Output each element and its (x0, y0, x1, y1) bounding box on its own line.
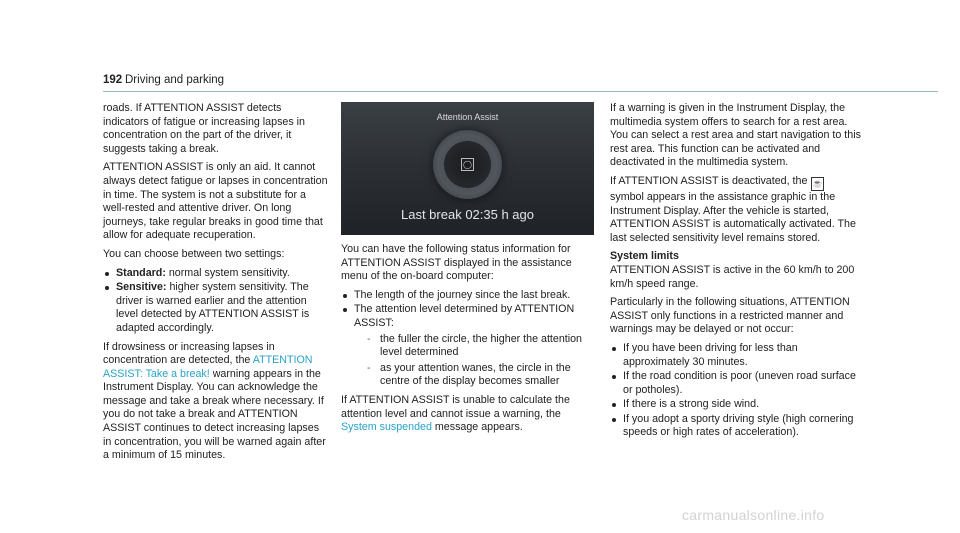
column-right (610, 102, 862, 445)
attention-level-circle (444, 141, 491, 188)
column-left (103, 102, 328, 468)
sub-list-item (367, 333, 594, 360)
paragraph: You can choose between two settings: (103, 247, 285, 260)
setting-text: normal system sensitivity. (165, 266, 290, 279)
list-item-text: The attention level determined by ATTENTION ASSIST: (354, 303, 575, 329)
paragraph: You can have the following status information for ATTENTION ASSIST displayed in the assistance menu of the on-board computer: (341, 243, 572, 283)
text-run: message appears. (431, 421, 523, 434)
attention-level-ring (433, 130, 502, 199)
list-item: If you have been driving for less than approximately 30 minutes. (610, 342, 862, 369)
paragraph (103, 341, 328, 463)
setting-text: higher system sensitivity. The driver is warned earlier and the attention level detected by ATTENTION ASSIST is adapted accordingly. (116, 281, 310, 334)
list-item: If there is a strong side wind. (610, 398, 862, 412)
list-item (103, 281, 328, 335)
list-item (341, 303, 594, 389)
list-item: The length of the journey since the last break. (341, 289, 594, 303)
sub-list-text: as your attention wanes, the circle in the centre of the display becomes smaller (380, 361, 571, 388)
settings-list (103, 267, 328, 336)
page-number: 192 (103, 74, 123, 86)
paragraph (341, 394, 594, 435)
instrument-display-image (341, 102, 594, 235)
setting-term: Standard: (116, 266, 166, 279)
sub-list-item (367, 362, 594, 389)
text-run: symbol appears in the assistance graphic in the Instrument Display. After the vehicle is started, ATTENTION ASSIST is automatically activated. The last selected sensitivity level remains stored. (610, 190, 856, 244)
text-run: warning appears in the Instrument Display. You can acknowledge the message and take a break where necessary. If you do not take a break and ATTENTION ASSIST continues to detect increasing lapses in concentration, you will be warned again after a minimum of 15 minutes. (103, 367, 326, 462)
message-system-suspended: System suspended (341, 421, 432, 434)
text-run: If ATTENTION ASSIST is deactivated, the (610, 174, 811, 187)
coffee-cup-icon: ☕ (811, 177, 824, 191)
last-break-status: Last break 02:35 h ago (401, 207, 534, 222)
dash-marker: - (367, 361, 371, 374)
steering-wheel-icon: ◯ (461, 158, 474, 171)
section-heading-system-limits: System limits (610, 250, 679, 263)
header-divider (103, 91, 938, 92)
sub-list-text: the fuller the circle, the higher the attention level determined (380, 332, 582, 359)
dash-marker: - (367, 332, 371, 345)
paragraph: roads. If ATTENTION ASSIST detects indicators of fatigue or increasing lapses in concentration on the part of the driver, it suggests taking a break. (103, 102, 305, 155)
paragraph: Particularly in the following situations, ATTENTION ASSIST only functions in a restricted manner and warnings may be delayed or not occur: (610, 296, 850, 336)
watermark-text: carmanualsonline.info (682, 507, 825, 523)
message-take-a-break: ATTENTION ASSIST: Take a break! (103, 354, 313, 380)
page-header (103, 74, 938, 90)
column-middle (341, 102, 594, 440)
paragraph (610, 175, 862, 245)
text-run: If ATTENTION ASSIST is unable to calculate the attention level and cannot issue a warning, the (341, 393, 570, 420)
paragraph: ATTENTION ASSIST is only an aid. It cannot always detect fatigue or lapses in concentration in time. The system is not a substitute for a well-rested and attentive driver. On long journeys, take regular breaks in good time that allow for adequate recuperation. (103, 161, 328, 242)
limits-list (610, 342, 862, 440)
paragraph: ATTENTION ASSIST is active in the 60 km/h to 200 km/h speed range. (610, 263, 855, 290)
section-title: Driving and parking (125, 74, 225, 86)
display-title: Attention Assist (436, 112, 499, 122)
paragraph: If a warning is given in the Instrument Display, the multimedia system offers to search for a rest area. You can select a rest area and start navigation to this rest area. This function can be activated and deactivated in the multimedia system. (610, 102, 861, 169)
sub-list (367, 333, 594, 389)
list-item (103, 267, 328, 281)
list-item: If the road condition is poor (uneven road surface or potholes). (610, 370, 862, 397)
text-run: If drowsiness or increasing lapses in concentration are detected, the (103, 340, 275, 367)
status-info-list (341, 289, 594, 389)
list-item: If you adopt a sporty driving style (high cornering speeds or high rates of acceleration). (610, 413, 862, 440)
setting-term: Sensitive: (116, 281, 167, 294)
